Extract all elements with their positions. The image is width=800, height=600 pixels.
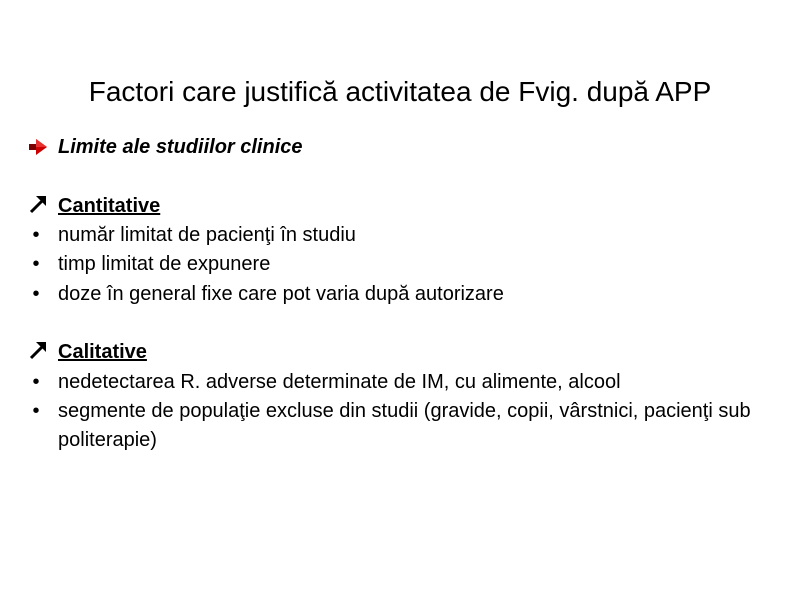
list-item: număr limitat de pacienţi în studiu [58,224,356,246]
bullet-icon: • [32,283,40,305]
subtitle: Limite ale studiilor clinice [58,136,303,158]
list-item: segmente de populaţie excluse din studii (gravide, copii, vârstnici, pacienţi sub politerapie) [58,400,751,451]
bullet-icon: • [32,224,40,246]
bullet-icon: • [32,400,40,422]
bullet-icon: • [32,253,40,275]
bullet-icon: • [32,371,40,393]
list-item: timp limitat de expunere [58,253,271,275]
red-arrow-icon [28,135,50,159]
diagonal-arrow-icon [28,193,50,217]
slide-title: Factori care justifică activitatea de Fvig. după APP [88,76,712,107]
section-heading-calitative: Calitative [58,341,147,363]
diagonal-arrow-icon [28,339,50,363]
list-item: nedetectarea R. adverse determinate de IM, cu alimente, alcool [58,371,621,393]
section-heading-cantitative: Cantitative [58,195,161,217]
list-item: doze în general fixe care pot varia după autorizare [58,283,504,305]
